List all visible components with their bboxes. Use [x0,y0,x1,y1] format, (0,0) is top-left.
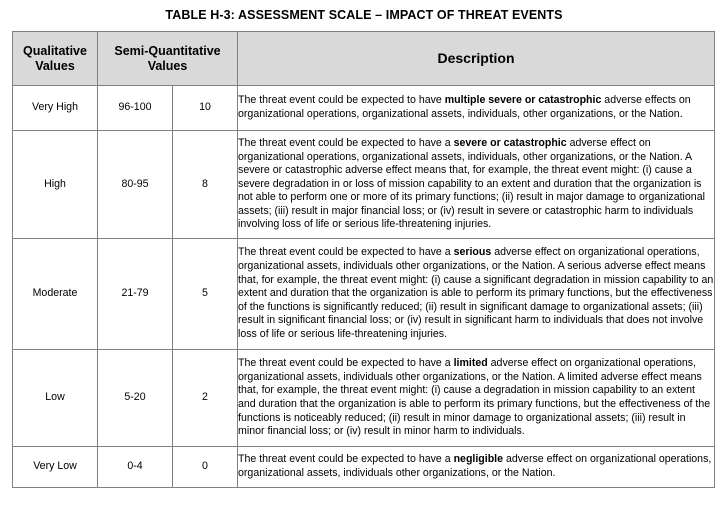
semi-quantitative-value: 5 [173,239,238,350]
semi-quantitative-range: 80-95 [98,131,173,239]
semi-quantitative-value: 0 [173,447,238,488]
table-row [13,239,715,350]
description-text: The threat event could be expected to have a [238,453,454,466]
description-cell [238,350,715,447]
semi-quantitative-value: 2 [173,350,238,447]
description-text: adverse effects on organizational operations, organizational assets, individuals, other organizations, or the Nation. [238,94,691,120]
qualitative-value: Low [13,350,98,447]
description-text: adverse effect on organizational operations, organizational assets, individuals other organizations, or the Nation. A limited adverse effect means that, for example, the threat event might: (i) cause a degradation in mission capability to an extent and duration that the organization is able to perform its primary functions, but the effectiveness of the functions is noticeably reduced; (ii) result in minor damage to organizational assets; (iii) result in minor financial loss; or (iv) result in minor harm to individuals. [238,357,711,438]
table-row [13,86,715,131]
description-cell [238,239,715,350]
table-caption: TABLE H-3: ASSESSMENT SCALE – IMPACT OF THREAT EVENTS [165,8,563,22]
description-emphasis: severe or catastrophic [453,136,567,149]
semi-quantitative-range: 21-79 [98,239,173,350]
header-description: Description [238,32,715,86]
table-row [13,131,715,239]
description-emphasis: negligible [453,453,504,466]
qualitative-value: Very Low [13,447,98,488]
table-row [13,447,715,488]
qualitative-value: Very High [13,86,98,131]
table-header-row [13,32,715,86]
qualitative-value: Moderate [13,239,98,350]
description-text: adverse effect on organizational operations, organizational assets, individuals other organizations, or the Nation. [238,453,712,479]
description-emphasis: multiple severe or catastrophic [444,94,602,107]
semi-quantitative-range: 5-20 [98,350,173,447]
description-cell [238,447,715,488]
semi-quantitative-range: 0-4 [98,447,173,488]
assessment-scale-table [12,31,715,488]
description-text: adverse effect on organizational operations, organizational assets, individuals, other organizations, or the Nation. A severe or catastrophic adverse effect means that, for example, the threat event might: (i) cause a severe degradation in or loss of mission capability to an extent and duration that the organization is not able to perform one or more of its primary functions; (ii) result in major damage to organizational assets; (iii) result in major financial loss; or (iv) result in severe or catastrophic harm to individuals involving loss of life or serious life-threatening injuries. [238,136,705,231]
description-text: adverse effect on organizational operations, organizational assets, individuals other organizations, or the Nation. A serious adverse effect means that, for example, the threat event might: (i) cause a significant degradation in mission capability to an extent and duration that the organization is able to perform its primary functions, but the effectiveness of the functions is significantly reduced; (ii) result in significant damage to organizational assets; (iii) result in significant financial loss; or (iv) result in significant harm to individuals that does not involve loss of life or serious life-threatening injuries. [238,246,714,340]
semi-quantitative-value: 10 [173,86,238,131]
table-row [13,350,715,447]
description-text: The threat event could be expected to have a [238,246,454,259]
semi-quantitative-range: 96-100 [98,86,173,131]
description-cell [238,86,715,131]
header-semi-quantitative-values: Semi-Quantitative Values [98,32,238,86]
description-text: The threat event could be expected to have a [238,357,454,370]
header-qualitative-values: Qualitative Values [13,32,98,86]
description-text: The threat event could be expected to have [238,94,445,107]
qualitative-value: High [13,131,98,239]
description-emphasis: limited [453,357,488,370]
description-cell [238,131,715,239]
description-text: The threat event could be expected to have a [238,136,454,149]
semi-quantitative-value: 8 [173,131,238,239]
description-emphasis: serious [453,246,492,259]
